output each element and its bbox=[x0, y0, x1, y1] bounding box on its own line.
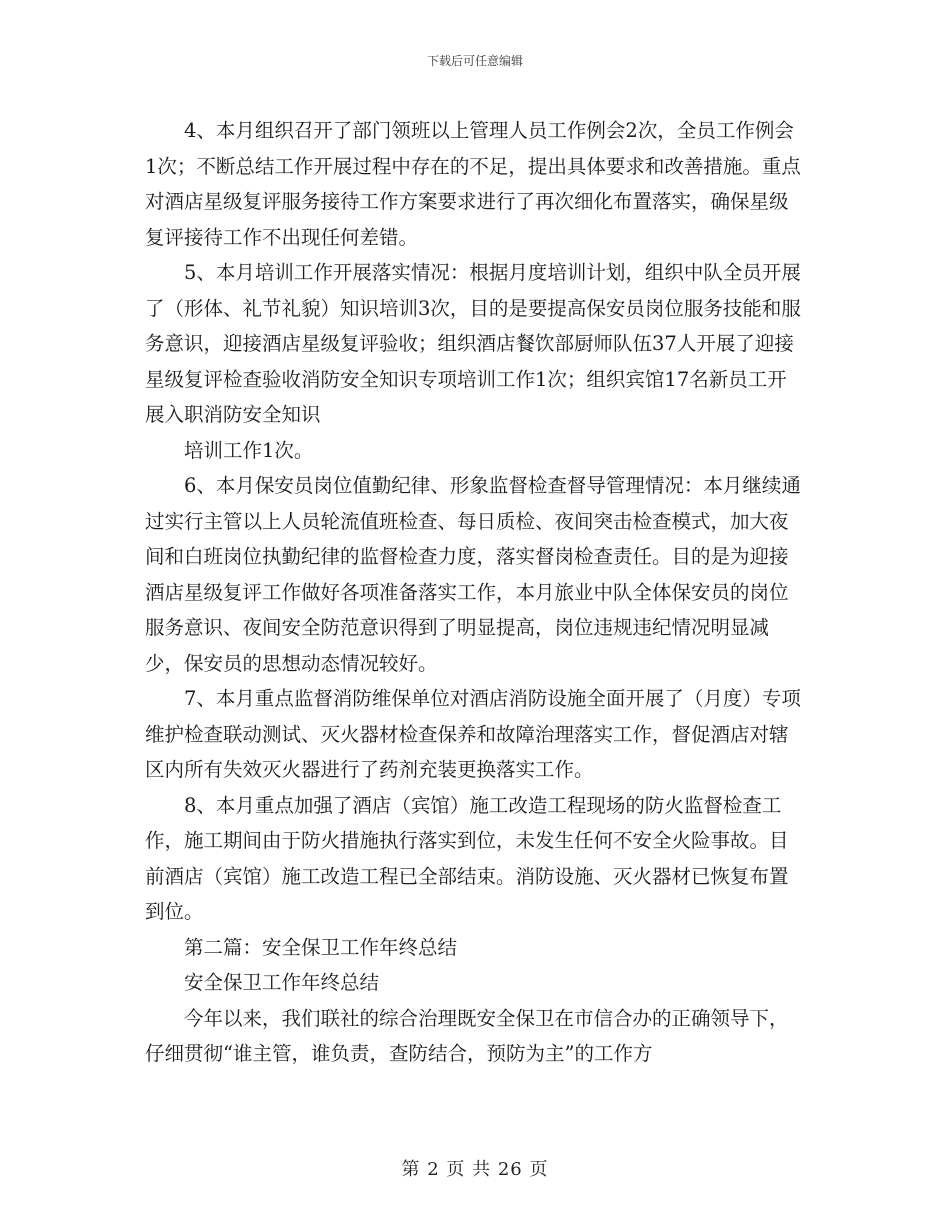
paragraph-intro: 今年以来，我们联社的综合治理既安全保卫在市信合办的正确领导下，仔细贯彻“谁主管，谁负责，查防结合，预防为主”的工作方 bbox=[145, 1006, 789, 1065]
paragraph-item-6: 6、本月保安员岗位值勤纪律、形象监督检查督导管理情况：本月继续通过实行主管以上人员轮流值班检查、每日质检、夜间突击检查模式，加大夜间和白班岗位执勤纪律的监督检查力度，落实督岗检查责任。目的是为迎接酒店星级复评工作做好各项准备落实工作，本月旅业中队全体保安员的岗位服务意识、夜间安全防范意识得到了明显提高，岗位违规违纪情况明显减少，保安员的思想动态情况较好。 bbox=[145, 474, 801, 675]
paragraph-item-5: 5、本月培训工作开展落实情况：根据月度培训计划，组织中队全员开展了（形体、礼节礼貌）知识培训3次，目的是要提高保安员岗位服务技能和服务意识，迎接酒店星级复评验收；组织酒店餐饮部厨师队伍37人开展了迎接星级复评检查验收消防安全知识专项培训工作1次；组织宾馆17名新员工开展入职消防安全知识 bbox=[145, 261, 801, 426]
paragraph-item-4: 4、本月组织召开了部门领班以上管理人员工作例会2次，全员工作例会1次；不断总结工作开展过程中存在的不足，提出具体要求和改善措施。重点对酒店星级复评服务接待工作方案要求进行了再次细化布置落实，确保星级复评接待工作不出现任何差错。 bbox=[145, 119, 801, 249]
section-title: 安全保卫工作年终总结 bbox=[184, 971, 380, 994]
page-number: 第 2 页 共 26 页 bbox=[401, 1159, 549, 1180]
header-note: 下载后可任意编辑 bbox=[426, 54, 523, 68]
paragraph-item-5-continued: 培训工作1次。 bbox=[184, 438, 314, 462]
paragraph-item-7: 7、本月重点监督消防维保单位对酒店消防设施全面开展了（月度）专项维护检查联动测试、灭火器材检查保养和故障治理落实工作，督促酒店对辖区内所有失效灭火器进行了药剂充装更换落实工作。 bbox=[145, 687, 801, 781]
paragraph-item-8: 8、本月重点加强了酒店（宾馆）施工改造工程现场的防火监督检查工作，施工期间由于防火措施执行落实到位，未发生任何不安全火险事故。目前酒店（宾馆）施工改造工程已全部结束。消防设施、灭火器材已恢复布置到位。 bbox=[145, 793, 789, 923]
document-body bbox=[145, 113, 805, 1072]
section-heading: 第二篇：安全保卫工作年终总结 bbox=[184, 935, 458, 959]
